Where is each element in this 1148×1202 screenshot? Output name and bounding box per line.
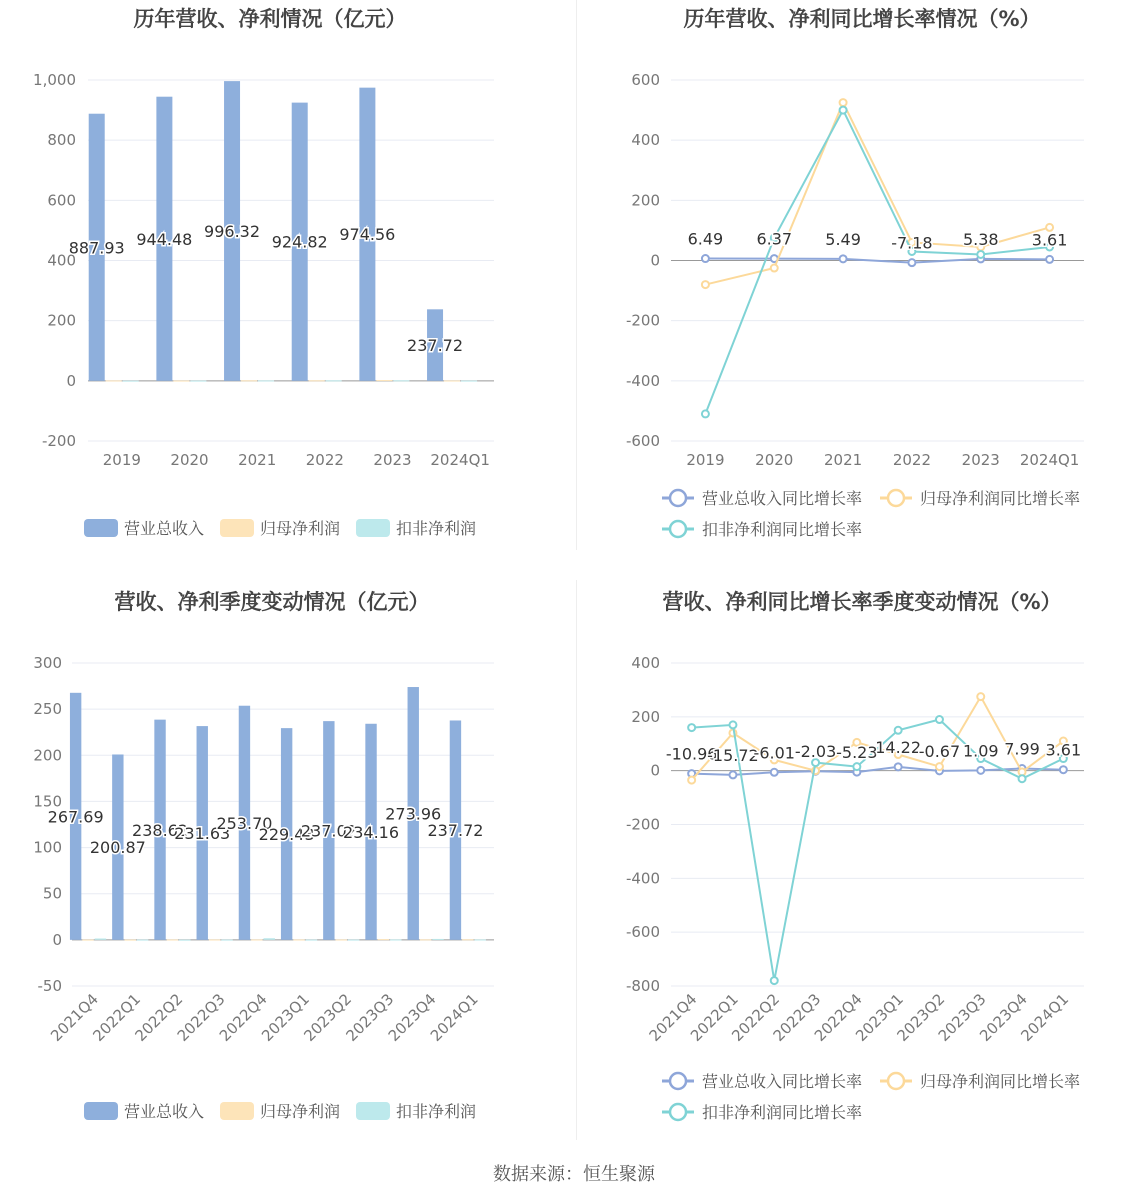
- annual-amounts-chart: [33, 7, 494, 538]
- legend-marker: [670, 1073, 686, 1089]
- x-tick-label: 2022Q2: [728, 990, 784, 1045]
- bar-parent-profit: [444, 381, 460, 382]
- line-data-label: -5.23: [836, 743, 878, 763]
- series-point: [853, 763, 860, 770]
- series-point: [729, 771, 736, 778]
- series-line-2: [705, 103, 1049, 285]
- bar-parent-profit: [125, 940, 136, 941]
- series-point: [702, 281, 709, 288]
- y-tick-label: -200: [625, 815, 660, 834]
- bar-data-label: 974.56: [339, 225, 396, 245]
- bar-parent-profit: [106, 380, 122, 381]
- bar-parent-profit: [420, 939, 431, 940]
- legend-label: 归母净利润: [260, 519, 341, 538]
- legend-swatch: [220, 1102, 254, 1120]
- x-tick-label: 2021: [238, 451, 277, 469]
- x-tick-label: 2023Q4: [384, 990, 440, 1045]
- series-point: [688, 777, 695, 784]
- series-point: [840, 107, 847, 114]
- data-source-note: 数据来源：恒生聚源: [493, 1164, 655, 1185]
- line-data-label: 1.09: [962, 741, 999, 761]
- legend-swatch: [356, 1102, 390, 1120]
- series-point: [1046, 256, 1053, 263]
- x-tick-label: 2024Q1: [426, 990, 482, 1045]
- bar-parent-profit: [462, 939, 473, 940]
- y-tick-label: 150: [33, 792, 62, 811]
- x-tick-label: 2022Q4: [810, 990, 866, 1045]
- x-tick-label: 2024Q1: [1019, 451, 1080, 469]
- bar-data-label: 924.82: [271, 232, 328, 252]
- bar-data-label: 237.72: [427, 821, 484, 841]
- legend-label: 扣非净利润: [396, 1102, 477, 1121]
- bar-non-recurring: [264, 938, 275, 940]
- bar-non-recurring: [390, 939, 401, 940]
- line-data-label: -6.01: [753, 743, 795, 763]
- x-tick-label: 2020: [755, 451, 794, 469]
- y-tick-label: 400: [631, 654, 660, 672]
- x-tick-label: 2023Q2: [300, 990, 356, 1045]
- legend-swatch: [84, 519, 118, 537]
- x-tick-label: 2020: [170, 451, 209, 469]
- x-tick-label: 2022: [892, 451, 932, 469]
- line-data-label: 3.61: [1045, 740, 1082, 760]
- series-point: [936, 763, 943, 770]
- y-tick-label: 0: [52, 930, 62, 949]
- y-tick-label: -200: [625, 311, 660, 330]
- bar-non-recurring: [326, 380, 342, 381]
- bar-data-label: 267.69: [47, 807, 104, 827]
- series-point: [688, 724, 695, 731]
- legend-marker: [888, 1073, 904, 1089]
- line-data-label: 7.99: [1004, 739, 1040, 759]
- quarterly-growth-chart: [626, 590, 1084, 1122]
- y-tick-label: 200: [631, 191, 660, 210]
- x-tick-label: 2022Q3: [173, 990, 229, 1045]
- x-tick-label: 2023Q4: [976, 990, 1031, 1045]
- x-tick-label: 2022Q4: [215, 990, 271, 1045]
- bar-data-label: 237.72: [407, 336, 464, 356]
- x-tick-label: 2022: [305, 451, 344, 469]
- legend-swatch: [84, 1102, 118, 1120]
- y-tick-label: -800: [625, 977, 660, 995]
- y-tick-label: 400: [631, 131, 660, 150]
- bar-data-label: 238.62: [132, 820, 189, 840]
- bar-non-recurring: [475, 939, 486, 940]
- line-data-label: -2.03: [794, 742, 837, 762]
- legend-marker: [888, 490, 904, 506]
- series-point: [1060, 766, 1067, 773]
- line-data-label: -0.67: [918, 741, 961, 761]
- x-tick-label: 2022Q1: [686, 990, 742, 1045]
- x-tick-label: 2024Q1: [430, 451, 490, 469]
- series-point: [895, 727, 902, 734]
- series-point: [702, 410, 709, 417]
- x-tick-label: 2023Q1: [258, 990, 313, 1045]
- x-tick-label: 2021Q4: [645, 990, 701, 1045]
- line-data-label: 5.38: [962, 229, 999, 249]
- series-point: [1019, 775, 1026, 782]
- y-tick-label: -400: [625, 371, 660, 390]
- bar-non-recurring: [393, 380, 409, 381]
- bar-data-label: 273.96: [385, 804, 442, 824]
- series-point: [977, 251, 984, 258]
- bar-data-label: 200.87: [89, 838, 146, 858]
- legend-swatch: [220, 519, 254, 537]
- y-tick-label: 300: [33, 654, 62, 672]
- line-data-label: -15.72: [707, 745, 759, 765]
- x-tick-label: 2023: [373, 451, 412, 469]
- series-point: [977, 767, 984, 774]
- y-tick-label: 200: [33, 746, 62, 765]
- y-tick-label: -600: [625, 432, 660, 450]
- line-data-label: 6.37: [756, 229, 793, 249]
- x-tick-label: 2019: [686, 451, 725, 469]
- bar-non-recurring: [221, 940, 232, 941]
- bar-non-recurring: [258, 380, 274, 381]
- legend-label: 营业总收入: [124, 519, 205, 538]
- y-tick-label: -200: [41, 432, 76, 450]
- bar-non-recurring: [137, 940, 148, 941]
- bar-non-recurring: [461, 381, 477, 382]
- y-tick-label: 800: [47, 131, 76, 150]
- legend-swatch: [356, 519, 390, 537]
- bar-non-recurring: [95, 938, 106, 939]
- bar-parent-profit: [293, 939, 304, 940]
- bar-parent-profit: [241, 380, 257, 381]
- line-data-label: 14.22: [875, 737, 922, 757]
- line-data-label: 5.49: [825, 229, 861, 249]
- y-tick-label: 600: [47, 191, 76, 210]
- legend-label: 扣非净利润同比增长率: [702, 520, 863, 539]
- bar-non-recurring: [123, 381, 139, 382]
- bar-non-recurring: [306, 940, 317, 941]
- x-tick-label: 2023Q3: [342, 990, 398, 1045]
- line-data-label: -7.18: [891, 233, 933, 253]
- series-point: [702, 255, 709, 262]
- line-data-label: 6.49: [687, 229, 724, 249]
- bar-data-label: 237.02: [300, 821, 357, 841]
- series-point: [840, 255, 847, 262]
- line-data-label: 3.61: [1031, 230, 1068, 250]
- bar-parent-profit: [376, 380, 392, 381]
- bar-non-recurring: [348, 940, 359, 941]
- series-point: [771, 769, 778, 776]
- legend-label: 扣非净利润同比增长率: [702, 1103, 863, 1122]
- y-tick-label: 200: [631, 707, 660, 726]
- x-tick-label: 2022Q1: [89, 990, 145, 1045]
- chart-title: 营收、净利季度变动情况（亿元）: [114, 590, 430, 614]
- x-tick-label: 2023Q3: [934, 990, 990, 1045]
- bar-data-label: 887.93: [68, 238, 125, 258]
- legend-label: 营业总收入: [124, 1102, 205, 1121]
- bar-data-label: 996.32: [204, 221, 261, 241]
- y-tick-label: 1,000: [33, 71, 76, 89]
- bar-parent-profit: [209, 939, 220, 940]
- x-tick-label: 2021: [823, 451, 863, 469]
- legend-label: 归母净利润: [260, 1102, 341, 1121]
- y-tick-label: -50: [37, 977, 62, 995]
- legend-label: 营业总收入同比增长率: [702, 1072, 863, 1091]
- legend-label: 营业总收入同比增长率: [702, 489, 863, 508]
- legend-label: 归母净利润同比增长率: [920, 489, 1081, 508]
- y-tick-label: 600: [631, 71, 660, 89]
- annual-growth-chart: [626, 7, 1084, 539]
- y-tick-label: 0: [650, 251, 660, 270]
- series-point: [729, 721, 736, 728]
- bar-non-recurring: [190, 381, 206, 382]
- bar-parent-profit: [82, 940, 93, 941]
- x-tick-label: 2024Q1: [1017, 990, 1073, 1045]
- chart-title: 历年营收、净利情况（亿元）: [133, 7, 407, 31]
- bar-data-label: 231.63: [174, 823, 231, 843]
- y-tick-label: -400: [625, 869, 660, 888]
- x-tick-label: 2019: [102, 451, 141, 469]
- series-point: [977, 693, 984, 700]
- bar-parent-profit: [309, 380, 325, 381]
- bar-parent-profit: [251, 939, 262, 940]
- bar-parent-profit: [167, 939, 178, 940]
- y-tick-label: 250: [33, 700, 62, 719]
- line-data-label: -10.96: [665, 744, 718, 764]
- chart-title: 营收、净利同比增长率季度变动情况（%）: [662, 590, 1062, 614]
- bar-data-label: 229.43: [258, 824, 315, 844]
- legend-label: 归母净利润同比增长率: [920, 1072, 1081, 1091]
- bar-data-label: 944.48: [136, 229, 193, 249]
- legend-label: 扣非净利润: [396, 519, 477, 538]
- quarterly-amounts-chart: [33, 590, 494, 1121]
- series-point: [908, 259, 915, 266]
- bar-data-label: 253.70: [216, 813, 273, 833]
- series-point: [771, 265, 778, 272]
- bar-parent-profit: [173, 381, 189, 382]
- series-point: [895, 763, 902, 770]
- chart-title: 历年营收、净利同比增长率情况（%）: [683, 7, 1041, 31]
- legend-marker: [670, 1104, 686, 1120]
- x-tick-label: 2023Q1: [852, 990, 907, 1045]
- series-point: [936, 716, 943, 723]
- series-point: [771, 977, 778, 984]
- y-tick-label: 200: [47, 311, 76, 330]
- y-tick-label: 0: [66, 371, 76, 390]
- bar-parent-profit: [378, 939, 389, 940]
- x-tick-label: 2022Q2: [131, 990, 187, 1045]
- y-tick-label: 400: [47, 251, 76, 270]
- bar-data-label: 234.16: [343, 822, 400, 842]
- y-tick-label: 0: [650, 761, 660, 780]
- y-tick-label: 50: [42, 884, 62, 903]
- bar-non-recurring: [432, 939, 443, 940]
- x-tick-label: 2021Q4: [47, 990, 102, 1045]
- legend-marker: [670, 490, 686, 506]
- y-tick-label: 100: [33, 838, 62, 857]
- bar-parent-profit: [336, 939, 347, 940]
- x-tick-label: 2022Q3: [769, 990, 825, 1045]
- series-line-3: [705, 110, 1049, 414]
- series-point: [840, 99, 847, 106]
- legend-marker: [670, 521, 686, 537]
- x-tick-label: 2023: [961, 451, 1000, 469]
- x-tick-label: 2023Q2: [893, 990, 949, 1045]
- y-tick-label: -600: [625, 923, 660, 942]
- bar-non-recurring: [179, 940, 190, 941]
